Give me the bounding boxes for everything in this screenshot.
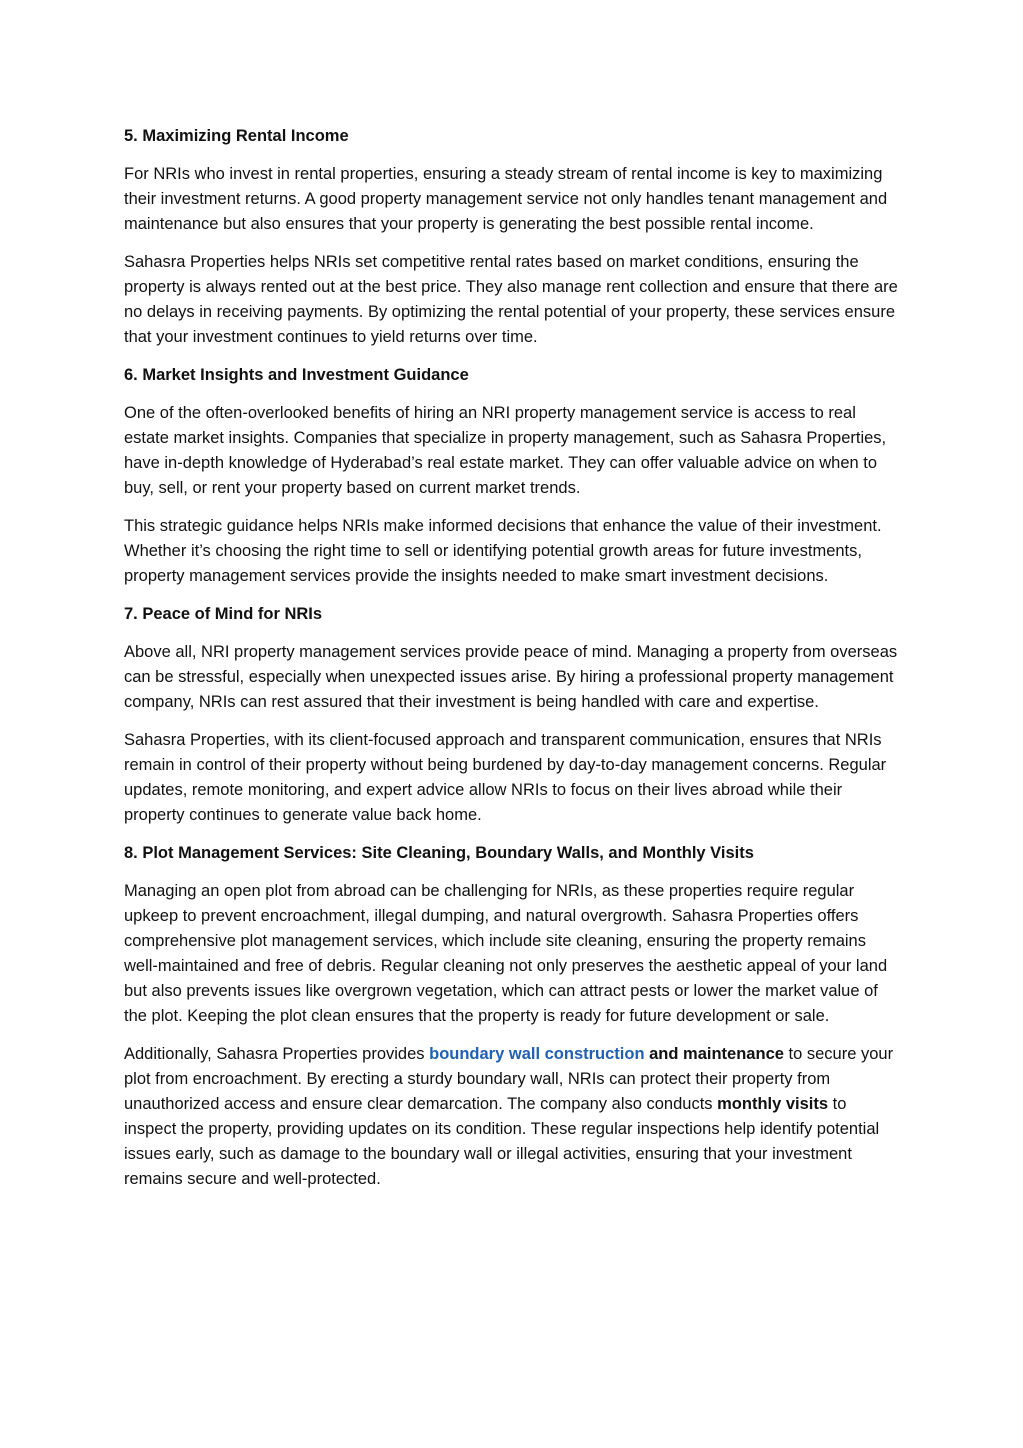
paragraph: This strategic guidance helps NRIs make informed decisions that enhance the value of their investment. Whether it’s choosing the right time to sell or identifying potential growth areas for future investments, property management services provide the insights needed to make smart investment decisions.	[124, 517, 882, 585]
paragraph: Sahasra Properties helps NRIs set competitive rental rates based on market conditions, ensuring the property is always rented out at the best price. They also manage rent collection and ensure that there are no delays in receiving payments. By optimizing the rental potential of your property, these services ensure that your investment continues to yield returns over time.	[124, 253, 898, 346]
paragraph-final	[124, 1042, 899, 1192]
text-span: to inspect the property, providing updates on its condition. These regular inspections help identify potential issues early, such as damage to the boundary wall or illegal activities, ensuring that your investment remains secure and well-protected.	[124, 1095, 880, 1188]
paragraph: Above all, NRI property management services provide peace of mind. Managing a property from overseas can be stressful, especially when unexpected issues arise. By hiring a professional property management company, NRIs can rest assured that their investment is being handled with care and expertise.	[124, 643, 898, 711]
bold-text: monthly visits	[717, 1095, 829, 1113]
section-heading-8: 8. Plot Management Services: Site Cleaning, Boundary Walls, and Monthly Visits	[124, 844, 754, 862]
bold-text: and maintenance	[644, 1045, 784, 1063]
text-span: to secure your plot from encroachment. By erecting a sturdy boundary wall, NRIs can protect their property from unauthorized access and ensure clear demarcation. The company also conducts	[124, 1045, 894, 1113]
section-heading-7: 7. Peace of Mind for NRIs	[124, 605, 323, 623]
document-body	[124, 124, 899, 1205]
paragraph: One of the often-overlooked benefits of hiring an NRI property management service is access to real estate market insights. Companies that specialize in property management, such as Sahasra Properties, have in-depth knowledge of Hyderabad’s real estate market. They can offer valuable advice on when to buy, sell, or rent your property based on current market trends.	[124, 404, 887, 497]
section-heading-5: 5. Maximizing Rental Income	[124, 127, 349, 145]
section-heading-6: 6. Market Insights and Investment Guidance	[124, 366, 469, 384]
paragraph: Sahasra Properties, with its client-focused approach and transparent communication, ensures that NRIs remain in control of their property without being burdened by day-to-day management concerns. Regular updates, remote monitoring, and expert advice allow NRIs to focus on their lives abroad while their property continues to generate value back home.	[124, 731, 887, 824]
paragraph: Managing an open plot from abroad can be challenging for NRIs, as these properties require regular upkeep to prevent encroachment, illegal dumping, and natural overgrowth. Sahasra Properties offers comprehensive plot management services, which include site cleaning, ensuring the property remains well-maintained and free of debris. Regular cleaning not only preserves the aesthetic appeal of your land but also prevents issues like overgrown vegetation, which can attract pests or lower the market value of the plot. Keeping the plot clean ensures that the property is ready for future development or sale.	[124, 882, 888, 1025]
paragraph: For NRIs who invest in rental properties, ensuring a steady stream of rental income is key to maximizing their investment returns. A good property management service not only handles tenant management and maintenance but also ensures that your property is generating the best possible rental income.	[124, 165, 888, 233]
boundary-wall-construction-link[interactable]: boundary wall construction	[429, 1045, 645, 1063]
text-span: Additionally, Sahasra Properties provides	[124, 1045, 430, 1063]
